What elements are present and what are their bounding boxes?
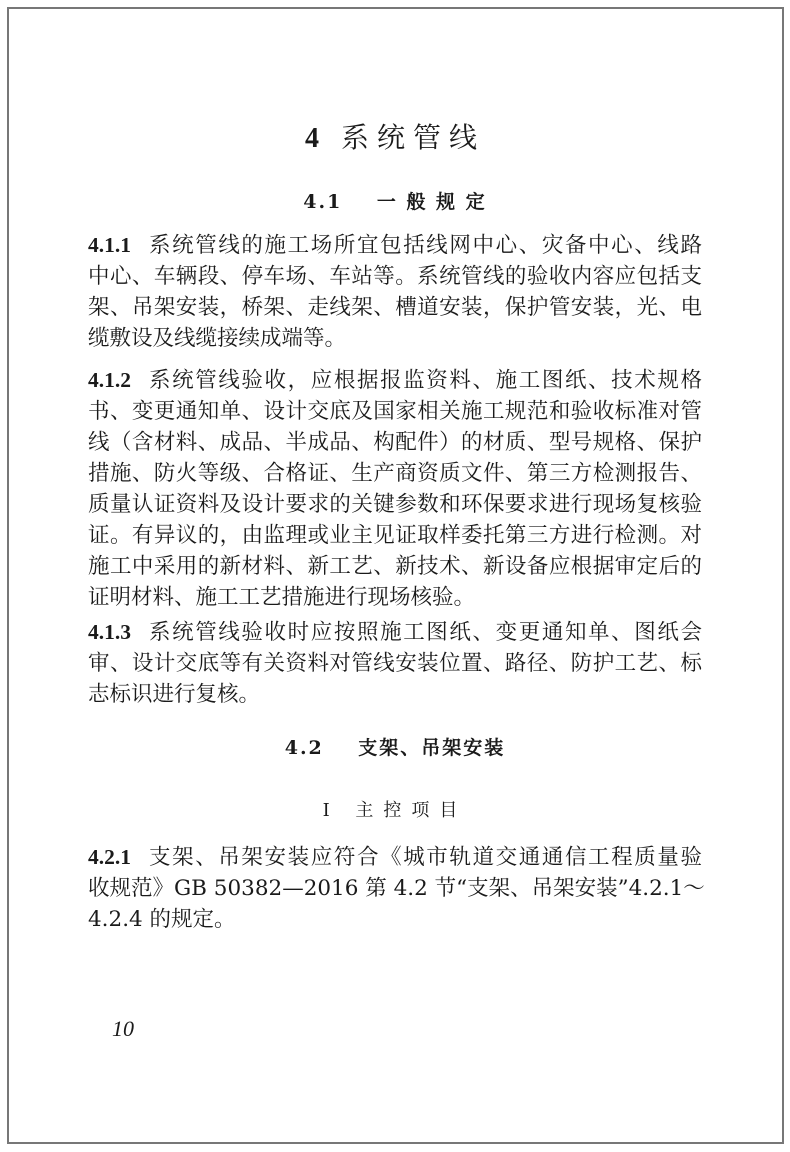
chapter-name: 系统管线 xyxy=(340,121,485,154)
subsection-heading xyxy=(0,796,790,822)
clause xyxy=(88,365,702,613)
section-number: 4.1 xyxy=(303,191,343,213)
clause-line xyxy=(88,230,702,261)
clause-line: 证。有异议的，由监理或业主见证取样委托第三方进行检测。对 xyxy=(88,523,702,548)
clause-label: 4.1.1 xyxy=(88,233,131,257)
clause-line: 施工中采用的新材料、新工艺、新技术、新设备应根据审定后的 xyxy=(88,554,702,579)
clause-line: 线（含材料、成品、半成品、构配件）的材质、型号规格、保护 xyxy=(88,430,702,455)
chapter-title xyxy=(0,116,790,156)
clause-label: 4.2.1 xyxy=(88,845,131,869)
section-heading xyxy=(0,733,790,760)
clause-line: 审、设计交底等有关资料对管线安装位置、路径、防护工艺、标 xyxy=(88,651,702,676)
clause-text: 系统管线的施工场所宜包括线网中心、灾备中心、线路 xyxy=(149,233,702,258)
clause-line: 4.2.4 的规定。 xyxy=(88,907,236,932)
clause-line: 中心、车辆段、停车场、车站等。系统管线的验收内容应包括支 xyxy=(88,264,702,289)
clause-line xyxy=(88,365,702,396)
subsection-title: 主控项目 xyxy=(355,800,468,821)
clause-line: 缆敷设及线缆接续成端等。 xyxy=(88,326,347,351)
clause-line: 架、吊架安装，桥架、走线架、槽道安装，保护管安装，光、电 xyxy=(88,295,702,320)
clause-label: 4.1.3 xyxy=(88,620,131,644)
clause-label: 4.1.2 xyxy=(88,368,131,392)
clause-line xyxy=(88,842,702,873)
page-number: 10 xyxy=(112,1016,134,1041)
clause xyxy=(88,617,702,710)
section-title: 支架、吊架安装 xyxy=(358,737,506,759)
subsection-numeral: Ⅰ xyxy=(322,800,340,821)
clause-text: 系统管线验收，应根据报监资料、施工图纸、技术规格 xyxy=(149,368,702,393)
clause-line xyxy=(88,617,702,648)
clause xyxy=(88,230,702,354)
clause-text: 系统管线验收时应按照施工图纸、变更通知单、图纸会 xyxy=(149,620,702,645)
clause-line: 质量认证资料及设计要求的关键参数和环保要求进行现场复核验 xyxy=(88,492,702,517)
clause xyxy=(88,842,705,935)
clause-line: 志标识进行复核。 xyxy=(88,682,261,707)
clause-line: 书、变更通知单、设计交底及国家相关施工规范和验收标准对管 xyxy=(88,399,702,424)
section-number: 4.2 xyxy=(284,737,324,759)
chapter-number: 4 xyxy=(304,123,327,154)
section-heading xyxy=(0,187,790,214)
clause-line: 证明材料、施工工艺措施进行现场核验。 xyxy=(88,585,476,610)
section-title: 一 般 规 定 xyxy=(376,191,487,213)
clause-line: 收规范》GB 50382—2016 第 4.2 节“支架、吊架安装”4.2.1～ xyxy=(88,876,705,901)
clause-text: 支架、吊架安装应符合《城市轨道交通通信工程质量验 xyxy=(149,845,702,870)
clause-line: 措施、防火等级、合格证、生产商资质文件、第三方检测报告、 xyxy=(88,461,702,486)
